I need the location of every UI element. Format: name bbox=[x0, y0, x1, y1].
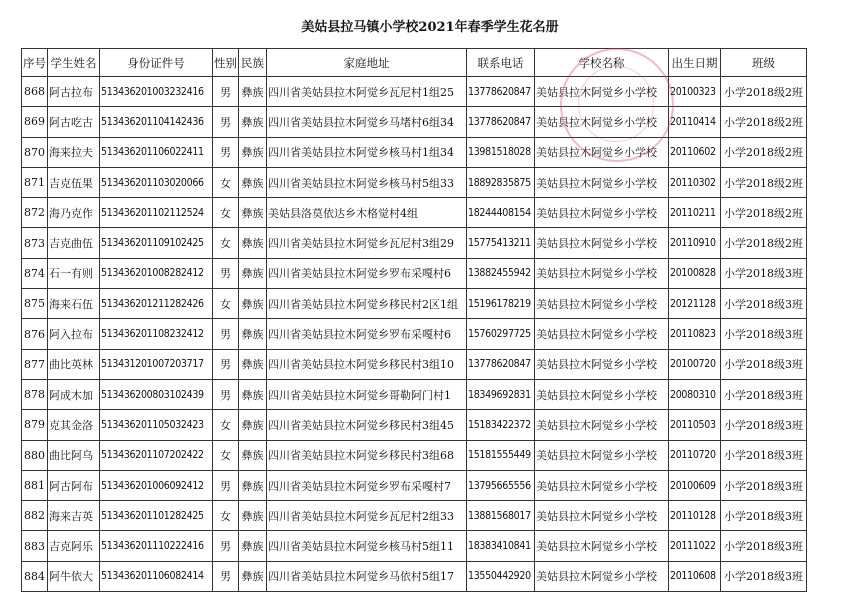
cell-id: 513436201103020066 bbox=[100, 167, 213, 197]
cell-address: 四川省美姑县拉木阿觉乡瓦尼村2组33 bbox=[267, 501, 467, 531]
cell-class: 小学2018级3班 bbox=[721, 501, 807, 531]
cell-sex: 女 bbox=[213, 228, 239, 258]
cell-id: 513436201211282426 bbox=[100, 289, 213, 319]
cell-name: 曲比英林 bbox=[48, 349, 100, 379]
cell-id: 513436201006092412 bbox=[100, 470, 213, 500]
cell-index: 874 bbox=[22, 258, 48, 288]
table-row bbox=[22, 319, 807, 349]
cell-sex: 男 bbox=[213, 561, 239, 591]
cell-sex: 女 bbox=[213, 289, 239, 319]
cell-sex: 男 bbox=[213, 137, 239, 167]
col-header-id: 身份证件号 bbox=[100, 49, 213, 77]
cell-name: 阿古拉布 bbox=[48, 77, 100, 107]
table-row bbox=[22, 379, 807, 409]
cell-ethnicity: 彝族 bbox=[239, 319, 267, 349]
table-row bbox=[22, 289, 807, 319]
cell-phone: 13881568017 bbox=[467, 501, 535, 531]
cell-school: 美姑县拉木阿觉乡小学校 bbox=[535, 198, 669, 228]
cell-id: 513436201003232416 bbox=[100, 77, 213, 107]
cell-ethnicity: 彝族 bbox=[239, 228, 267, 258]
cell-school: 美姑县拉木阿觉乡小学校 bbox=[535, 531, 669, 561]
cell-class: 小学2018级3班 bbox=[721, 258, 807, 288]
cell-school: 美姑县拉木阿觉乡小学校 bbox=[535, 319, 669, 349]
cell-phone: 13778620847 bbox=[467, 349, 535, 379]
cell-name: 阿入拉布 bbox=[48, 319, 100, 349]
cell-school: 美姑县拉木阿觉乡小学校 bbox=[535, 167, 669, 197]
table-row bbox=[22, 410, 807, 440]
cell-class: 小学2018级2班 bbox=[721, 137, 807, 167]
cell-address: 四川省美姑县拉木阿觉乡移民村2区1组 bbox=[267, 289, 467, 319]
cell-index: 882 bbox=[22, 501, 48, 531]
cell-index: 872 bbox=[22, 198, 48, 228]
cell-phone: 13778620847 bbox=[467, 77, 535, 107]
cell-name: 克其金洛 bbox=[48, 410, 100, 440]
table-row bbox=[22, 561, 807, 591]
cell-address: 四川省美姑县拉木阿觉乡移民村3组10 bbox=[267, 349, 467, 379]
cell-index: 870 bbox=[22, 137, 48, 167]
table-row bbox=[22, 531, 807, 561]
cell-class: 小学2018级2班 bbox=[721, 77, 807, 107]
cell-class: 小学2018级2班 bbox=[721, 228, 807, 258]
cell-school: 美姑县拉木阿觉乡小学校 bbox=[535, 137, 669, 167]
cell-id: 513436201104142436 bbox=[100, 107, 213, 137]
cell-address: 美姑县洛莫依达乡木格觉村4组 bbox=[267, 198, 467, 228]
cell-index: 878 bbox=[22, 379, 48, 409]
cell-ethnicity: 彝族 bbox=[239, 167, 267, 197]
cell-address: 四川省美姑县拉木阿觉乡罗布采嘎村7 bbox=[267, 470, 467, 500]
cell-school: 美姑县拉木阿觉乡小学校 bbox=[535, 440, 669, 470]
col-header-birthdate: 出生日期 bbox=[669, 49, 721, 77]
cell-name: 吉克曲伍 bbox=[48, 228, 100, 258]
roster-body bbox=[22, 77, 807, 592]
cell-id: 513436201110222416 bbox=[100, 531, 213, 561]
cell-address: 四川省美姑县拉木阿觉乡核马村1组34 bbox=[267, 137, 467, 167]
cell-id: 513436201106022411 bbox=[100, 137, 213, 167]
cell-birthdate: 20100720 bbox=[669, 349, 721, 379]
cell-index: 884 bbox=[22, 561, 48, 591]
cell-address: 四川省美姑县拉木阿觉乡移民村3组45 bbox=[267, 410, 467, 440]
cell-id: 513436201102112524 bbox=[100, 198, 213, 228]
cell-ethnicity: 彝族 bbox=[239, 107, 267, 137]
cell-birthdate: 20110211 bbox=[669, 198, 721, 228]
cell-name: 阿古吃古 bbox=[48, 107, 100, 137]
cell-class: 小学2018级3班 bbox=[721, 379, 807, 409]
table-row bbox=[22, 501, 807, 531]
cell-birthdate: 20110503 bbox=[669, 410, 721, 440]
table-row bbox=[22, 440, 807, 470]
cell-id: 513436201108232412 bbox=[100, 319, 213, 349]
cell-ethnicity: 彝族 bbox=[239, 379, 267, 409]
col-header-sex: 性别 bbox=[213, 49, 239, 77]
cell-id: 513436201109102425 bbox=[100, 228, 213, 258]
table-row bbox=[22, 349, 807, 379]
cell-ethnicity: 彝族 bbox=[239, 501, 267, 531]
cell-address: 四川省美姑县拉木阿觉乡瓦尼村3组29 bbox=[267, 228, 467, 258]
cell-birthdate: 20110602 bbox=[669, 137, 721, 167]
cell-name: 曲比阿乌 bbox=[48, 440, 100, 470]
cell-class: 小学2018级3班 bbox=[721, 531, 807, 561]
cell-index: 883 bbox=[22, 531, 48, 561]
cell-school: 美姑县拉木阿觉乡小学校 bbox=[535, 107, 669, 137]
cell-school: 美姑县拉木阿觉乡小学校 bbox=[535, 410, 669, 440]
cell-id: 513436201106082414 bbox=[100, 561, 213, 591]
cell-index: 875 bbox=[22, 289, 48, 319]
cell-ethnicity: 彝族 bbox=[239, 77, 267, 107]
cell-phone: 13795665556 bbox=[467, 470, 535, 500]
cell-id: 513436201008282412 bbox=[100, 258, 213, 288]
cell-address: 四川省美姑县拉木阿觉乡马堵村6组34 bbox=[267, 107, 467, 137]
cell-birthdate: 20110720 bbox=[669, 440, 721, 470]
cell-id: 513431201007203717 bbox=[100, 349, 213, 379]
cell-index: 881 bbox=[22, 470, 48, 500]
col-header-name: 学生姓名 bbox=[48, 49, 100, 77]
cell-phone: 15181555449 bbox=[467, 440, 535, 470]
cell-id: 513436201101282425 bbox=[100, 501, 213, 531]
cell-birthdate: 20110414 bbox=[669, 107, 721, 137]
col-header-address: 家庭地址 bbox=[267, 49, 467, 77]
cell-phone: 13981518028 bbox=[467, 137, 535, 167]
cell-address: 四川省美姑县拉木阿觉乡核马村5组11 bbox=[267, 531, 467, 561]
cell-ethnicity: 彝族 bbox=[239, 258, 267, 288]
cell-name: 海来拉夫 bbox=[48, 137, 100, 167]
cell-address: 四川省美姑县拉木阿觉乡马依村5组17 bbox=[267, 561, 467, 591]
cell-sex: 男 bbox=[213, 258, 239, 288]
cell-class: 小学2018级2班 bbox=[721, 167, 807, 197]
cell-index: 880 bbox=[22, 440, 48, 470]
cell-class: 小学2018级3班 bbox=[721, 470, 807, 500]
cell-name: 阿古阿布 bbox=[48, 470, 100, 500]
cell-school: 美姑县拉木阿觉乡小学校 bbox=[535, 561, 669, 591]
cell-phone: 18383410841 bbox=[467, 531, 535, 561]
cell-sex: 女 bbox=[213, 167, 239, 197]
cell-sex: 男 bbox=[213, 319, 239, 349]
cell-ethnicity: 彝族 bbox=[239, 440, 267, 470]
cell-id: 513436201107202422 bbox=[100, 440, 213, 470]
cell-class: 小学2018级2班 bbox=[721, 198, 807, 228]
cell-name: 阿成木加 bbox=[48, 379, 100, 409]
cell-school: 美姑县拉木阿觉乡小学校 bbox=[535, 77, 669, 107]
cell-school: 美姑县拉木阿觉乡小学校 bbox=[535, 379, 669, 409]
cell-sex: 女 bbox=[213, 440, 239, 470]
table-row bbox=[22, 470, 807, 500]
cell-school: 美姑县拉木阿觉乡小学校 bbox=[535, 228, 669, 258]
header-row bbox=[22, 49, 807, 77]
cell-phone: 18349692831 bbox=[467, 379, 535, 409]
cell-phone: 13882455942 bbox=[467, 258, 535, 288]
cell-birthdate: 20100609 bbox=[669, 470, 721, 500]
cell-name: 阿牛依大 bbox=[48, 561, 100, 591]
cell-school: 美姑县拉木阿觉乡小学校 bbox=[535, 470, 669, 500]
cell-sex: 男 bbox=[213, 77, 239, 107]
cell-phone: 13550442920 bbox=[467, 561, 535, 591]
table-row bbox=[22, 107, 807, 137]
cell-address: 四川省美姑县拉木阿觉乡瓦尼村1组25 bbox=[267, 77, 467, 107]
table-row bbox=[22, 198, 807, 228]
cell-birthdate: 20080310 bbox=[669, 379, 721, 409]
col-header-school: 学校名称 bbox=[535, 49, 669, 77]
cell-index: 871 bbox=[22, 167, 48, 197]
cell-class: 小学2018级2班 bbox=[721, 107, 807, 137]
cell-class: 小学2018级3班 bbox=[721, 349, 807, 379]
cell-sex: 女 bbox=[213, 501, 239, 531]
cell-name: 海来吉英 bbox=[48, 501, 100, 531]
cell-ethnicity: 彝族 bbox=[239, 531, 267, 561]
cell-birthdate: 20110910 bbox=[669, 228, 721, 258]
page-title: 美姑县拉马镇小学校2021年春季学生花名册 bbox=[301, 20, 559, 35]
student-roster-table bbox=[21, 48, 807, 592]
col-header-class: 班级 bbox=[721, 49, 807, 77]
cell-class: 小学2018级3班 bbox=[721, 289, 807, 319]
cell-name: 石一有则 bbox=[48, 258, 100, 288]
cell-ethnicity: 彝族 bbox=[239, 349, 267, 379]
cell-ethnicity: 彝族 bbox=[239, 470, 267, 500]
table-row bbox=[22, 167, 807, 197]
cell-phone: 18244408154 bbox=[467, 198, 535, 228]
cell-birthdate: 20110823 bbox=[669, 319, 721, 349]
cell-birthdate: 20110128 bbox=[669, 501, 721, 531]
cell-ethnicity: 彝族 bbox=[239, 561, 267, 591]
table-row bbox=[22, 137, 807, 167]
cell-phone: 18892835875 bbox=[467, 167, 535, 197]
cell-address: 四川省美姑县拉木阿觉乡罗布采嘎村6 bbox=[267, 258, 467, 288]
cell-sex: 男 bbox=[213, 531, 239, 561]
cell-birthdate: 20110608 bbox=[669, 561, 721, 591]
cell-class: 小学2018级3班 bbox=[721, 319, 807, 349]
table-row bbox=[22, 258, 807, 288]
cell-phone: 15775413211 bbox=[467, 228, 535, 258]
cell-address: 四川省美姑县拉木阿觉乡移民村3组68 bbox=[267, 440, 467, 470]
cell-birthdate: 20100323 bbox=[669, 77, 721, 107]
cell-sex: 男 bbox=[213, 349, 239, 379]
cell-class: 小学2018级3班 bbox=[721, 410, 807, 440]
cell-index: 873 bbox=[22, 228, 48, 258]
col-header-phone: 联系电话 bbox=[467, 49, 535, 77]
cell-school: 美姑县拉木阿觉乡小学校 bbox=[535, 258, 669, 288]
cell-sex: 女 bbox=[213, 410, 239, 440]
cell-phone: 15760297725 bbox=[467, 319, 535, 349]
cell-id: 513436201105032423 bbox=[100, 410, 213, 440]
cell-index: 868 bbox=[22, 77, 48, 107]
cell-class: 小学2018级3班 bbox=[721, 440, 807, 470]
cell-index: 877 bbox=[22, 349, 48, 379]
cell-birthdate: 20110302 bbox=[669, 167, 721, 197]
cell-school: 美姑县拉木阿觉乡小学校 bbox=[535, 349, 669, 379]
table-row bbox=[22, 228, 807, 258]
cell-ethnicity: 彝族 bbox=[239, 198, 267, 228]
cell-sex: 男 bbox=[213, 470, 239, 500]
cell-school: 美姑县拉木阿觉乡小学校 bbox=[535, 501, 669, 531]
cell-name: 吉克阿乐 bbox=[48, 531, 100, 561]
cell-index: 876 bbox=[22, 319, 48, 349]
col-header-ethnicity: 民族 bbox=[239, 49, 267, 77]
cell-name: 海来石伍 bbox=[48, 289, 100, 319]
cell-id: 513436200803102439 bbox=[100, 379, 213, 409]
cell-name: 吉克伍果 bbox=[48, 167, 100, 197]
cell-sex: 男 bbox=[213, 379, 239, 409]
cell-name: 海乃克作 bbox=[48, 198, 100, 228]
table-row bbox=[22, 77, 807, 107]
cell-school: 美姑县拉木阿觉乡小学校 bbox=[535, 289, 669, 319]
col-header-index: 序号 bbox=[22, 49, 48, 77]
cell-index: 869 bbox=[22, 107, 48, 137]
cell-birthdate: 20121128 bbox=[669, 289, 721, 319]
cell-index: 879 bbox=[22, 410, 48, 440]
cell-ethnicity: 彝族 bbox=[239, 137, 267, 167]
cell-address: 四川省美姑县拉木阿觉乡罗布采嘎村6 bbox=[267, 319, 467, 349]
cell-phone: 15183422372 bbox=[467, 410, 535, 440]
cell-ethnicity: 彝族 bbox=[239, 289, 267, 319]
cell-class: 小学2018级3班 bbox=[721, 561, 807, 591]
cell-birthdate: 20100828 bbox=[669, 258, 721, 288]
cell-phone: 15196178219 bbox=[467, 289, 535, 319]
cell-address: 四川省美姑县拉木阿觉乡哥勒阿门村1 bbox=[267, 379, 467, 409]
cell-ethnicity: 彝族 bbox=[239, 410, 267, 440]
cell-phone: 13778620847 bbox=[467, 107, 535, 137]
cell-sex: 男 bbox=[213, 107, 239, 137]
cell-sex: 女 bbox=[213, 198, 239, 228]
cell-birthdate: 20111022 bbox=[669, 531, 721, 561]
cell-address: 四川省美姑县拉木阿觉乡核马村5组33 bbox=[267, 167, 467, 197]
